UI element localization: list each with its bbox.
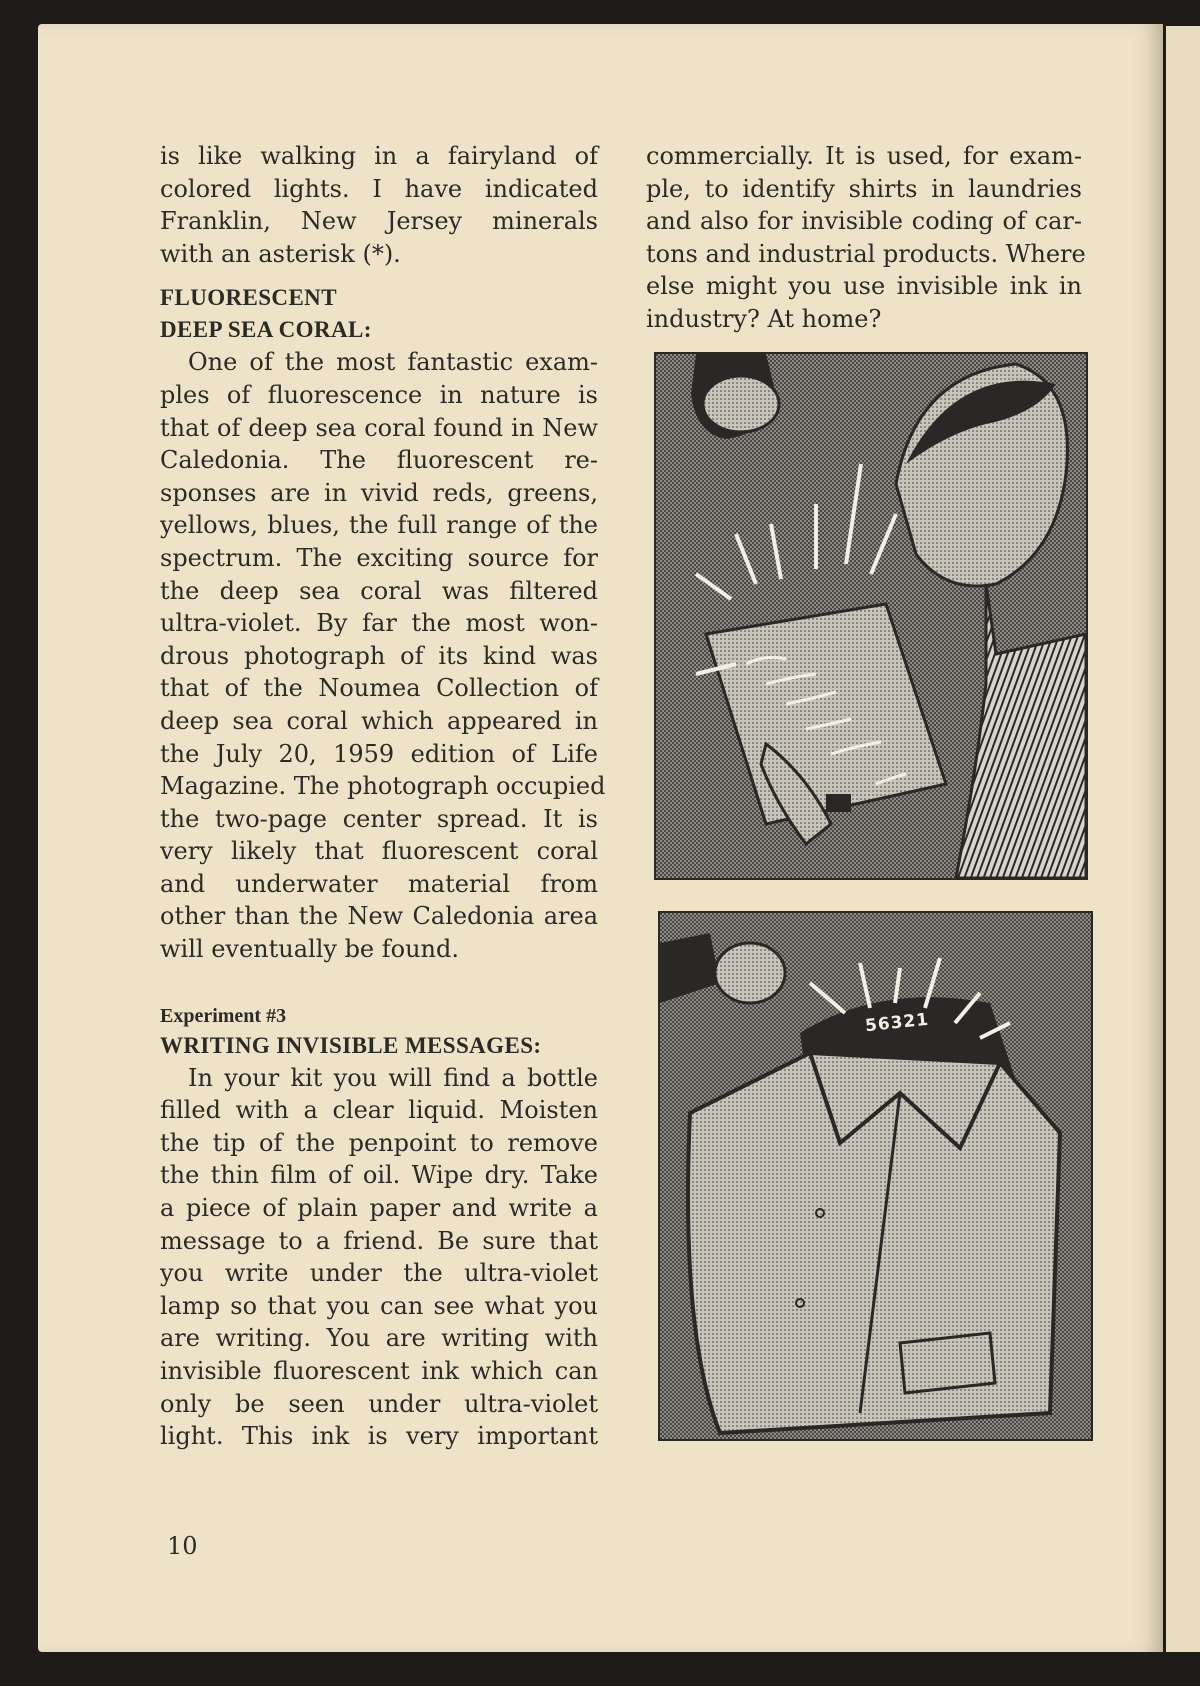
left-column <box>160 140 606 1453</box>
text-line: else might you use invisible ink in <box>646 272 1082 301</box>
text-line: is like walking in a fairyland of <box>160 142 598 170</box>
text-line: with an asterisk (*). <box>160 239 401 268</box>
illustration-shirt-with-code <box>658 911 1093 1441</box>
experiment-label: Experiment #3 <box>160 1004 287 1027</box>
right-column <box>646 140 1086 336</box>
section-heading: FLUORESCENT <box>160 285 337 311</box>
text-line: ples of fluorescence in nature is <box>160 380 598 409</box>
text-line: ple, to identify shirts in laundries <box>646 174 1082 203</box>
text-line: tons and industrial products. Where <box>646 239 1086 268</box>
text-line: One of the most fantastic exam- <box>188 348 598 377</box>
text-line: industry? At home? <box>646 304 882 333</box>
facing-page-edge <box>1166 26 1200 1652</box>
text-line: the tip of the penpoint to remove <box>160 1128 598 1157</box>
text-line: Caledonia. The fluorescent re- <box>160 446 598 475</box>
text-line: the two-page center spread. It is <box>160 804 598 833</box>
text-line: colored lights. I have indicated <box>160 174 598 203</box>
text-line: a piece of plain paper and write a <box>160 1194 598 1223</box>
text-line: sponses are in vivid reds, greens, <box>160 478 598 507</box>
experiment-paragraph <box>160 1062 598 1453</box>
text-line: Magazine. The photograph occupied <box>160 772 606 801</box>
text-line: light. This ink is very important <box>160 1422 598 1451</box>
text-line: will eventually be found. <box>160 935 460 964</box>
text-line: that of deep sea coral found in New <box>160 413 598 442</box>
text-line: message to a friend. Be sure that <box>160 1226 598 1255</box>
text-line: that of the Noumea Collection of <box>160 674 598 703</box>
text-line: very likely that fluorescent coral <box>160 837 598 866</box>
page-number: 10 <box>167 1532 198 1560</box>
text-line: and also for invisible coding of car- <box>646 207 1082 236</box>
text-line: spectrum. The exciting source for <box>160 543 598 572</box>
text-line: Franklin, New Jersey minerals <box>160 207 598 236</box>
text-line: the deep sea coral was filtered <box>160 576 598 605</box>
text-line: filled with a clear liquid. Moisten <box>160 1096 598 1125</box>
text-line: you write under the ultra-violet <box>160 1259 598 1288</box>
text-line: the thin film of oil. Wipe dry. Take <box>160 1161 598 1190</box>
laundry-code-label: 56321 <box>864 1009 931 1037</box>
text-line: deep sea coral which appeared in <box>160 706 598 735</box>
text-line: yellows, blues, the full range of the <box>160 511 598 540</box>
text-line: are writing. You are writing with <box>160 1324 598 1353</box>
illustration-boy-reading-letter <box>654 352 1088 880</box>
experiment-heading: WRITING INVISIBLE MESSAGES: <box>160 1032 542 1058</box>
intro-paragraph <box>160 140 598 270</box>
text-line: only be seen under ultra-violet <box>160 1389 598 1418</box>
section-heading: DEEP SEA CORAL: <box>160 317 372 343</box>
text-line: and underwater material from <box>160 869 598 898</box>
text-line: In your kit you will find a bottle <box>188 1063 598 1092</box>
text-line: ultra-violet. By far the most won- <box>160 609 598 638</box>
text-line: lamp so that you can see what you <box>160 1291 598 1320</box>
text-line: invisible fluorescent ink which can <box>160 1357 598 1385</box>
text-line: the July 20, 1959 edition of Life <box>160 739 598 768</box>
coral-paragraph <box>160 346 606 965</box>
text-line: commercially. It is used, for exam- <box>646 142 1082 170</box>
text-line: other than the New Caledonia area <box>160 902 598 931</box>
text-line: drous photograph of its kind was <box>160 641 598 670</box>
